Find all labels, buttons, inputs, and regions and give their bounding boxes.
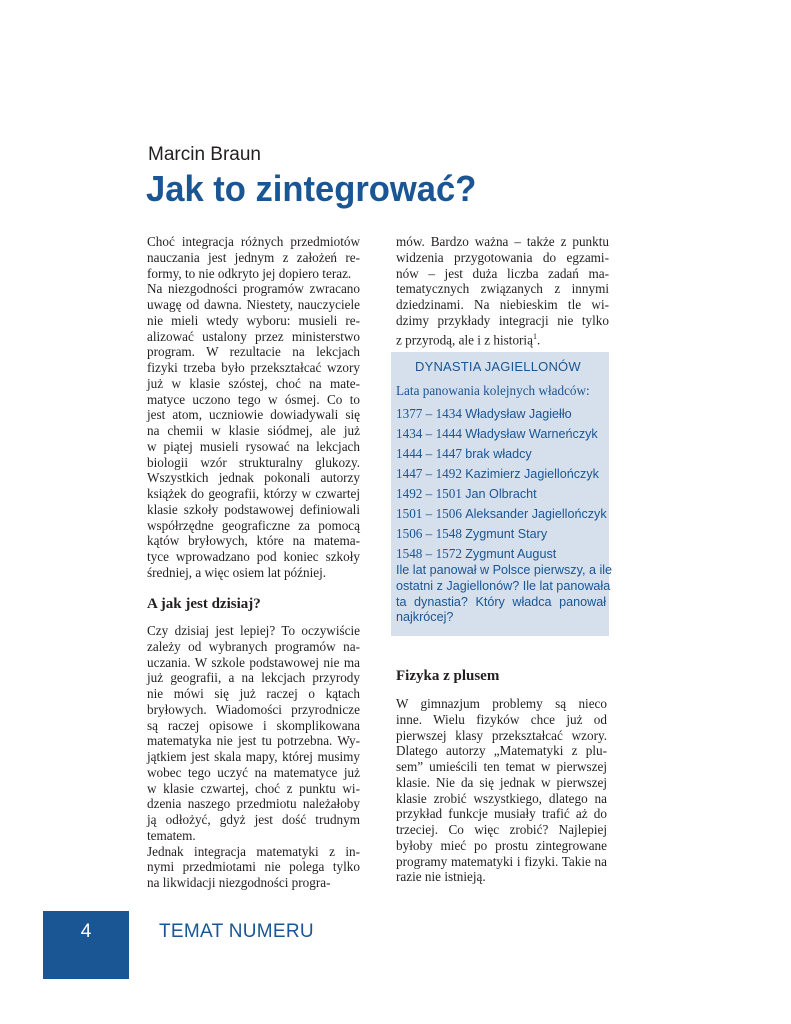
text-line: mów. Bardzo ważna – także z punktu	[396, 234, 609, 249]
text-line: książek do geografii, którzy w czwartej	[147, 486, 360, 501]
author-name: Marcin Braun	[148, 144, 261, 165]
text-line: byłoby mieć po prostu zintegrowane	[396, 837, 607, 853]
text-line: sem” umieścili ten temat w pierwszej	[396, 759, 607, 774]
text-line: matematyka nie jest tu potrzebna. Wy-	[147, 733, 360, 749]
reign-row	[396, 526, 547, 542]
text-line: dzimy przykłady integracji nie tylko	[396, 312, 609, 328]
reign-row	[396, 426, 598, 442]
reign-ruler: brak władcy	[465, 447, 532, 461]
section-heading-physics: Fizyka z plusem	[396, 668, 500, 684]
page-number: 4	[80, 921, 92, 942]
dynasty-box-title: DYNASTIA JAGIELLONÓW	[415, 359, 581, 374]
text-line: jest atom, uczniowie dowiadywali się	[147, 407, 360, 423]
text-line: nauczania jest jednym z założeń re-	[147, 249, 360, 265]
text-line: ją odłożyć, gdyż jest dość trudnym	[147, 812, 360, 827]
intro-paragraph	[147, 234, 360, 581]
question-line: najkrócej?	[396, 610, 454, 625]
text-line: zależy od wybranych programów na-	[147, 638, 360, 654]
reign-row	[396, 506, 607, 522]
reign-row	[396, 546, 556, 562]
reign-ruler: Zygmunt Stary	[465, 527, 548, 541]
question-line: ostatni z Jagiellonów? Ile lat panowała	[396, 578, 611, 593]
reign-row	[396, 446, 532, 462]
text-line: uczania. W szkole podstawowej nie ma	[147, 654, 360, 670]
text-line: są raczej opisowe i skomplikowana	[147, 717, 360, 733]
text-line: nie mieli wtedy wyboru: musieli re-	[147, 312, 360, 328]
text-line: dzenia naszego przedmiotu należałoby	[147, 796, 360, 812]
text-line: wobec tego uczyć na matematyce już	[147, 764, 360, 780]
text-line: program. W rezultacie na lekcjach	[147, 344, 360, 360]
text-line: tematycznych związanych z innymi	[396, 281, 609, 297]
reign-ruler: Władysław Jagiełło	[465, 407, 572, 421]
section1-paragraph	[147, 623, 360, 891]
reign-row	[396, 406, 572, 422]
dynasty-box-subtitle: Lata panowania kolejnych władców:	[396, 383, 590, 398]
footnote-mark: 1	[532, 331, 537, 341]
dynasty-box	[391, 352, 613, 636]
reign-years: 1492 – 1501	[396, 486, 466, 501]
page-number-block	[43, 911, 129, 979]
text-line: tyce wprowadzano pod koniec szkoły	[147, 549, 360, 564]
text-line: Czy dzisiaj jest lepiej? To oczywiście	[147, 623, 360, 638]
reign-years: 1501 – 1506	[396, 506, 466, 521]
text-line: W gimnazjum problemy są nieco	[396, 696, 607, 711]
text-line: tematem.	[147, 827, 196, 843]
question-line: ta dynastia? Który władca panował	[396, 594, 606, 609]
section-heading-today: A jak jest dzisiaj?	[147, 596, 261, 612]
text-line: w piątej musieli rysować na lekcjach	[147, 438, 360, 454]
reign-years: 1444 – 1447	[396, 446, 466, 461]
text-line: nów – jest duża liczba zadań ma-	[396, 265, 609, 281]
reign-ruler: Władysław Warneńczyk	[465, 427, 598, 441]
reign-ruler: Jan Olbracht	[465, 487, 537, 501]
section2-paragraph	[396, 696, 607, 885]
text-line: programy matematyki i fizyki. Takie na	[396, 853, 607, 869]
text-line: dziedzinami. Na niebieskim tle wi-	[396, 297, 609, 312]
text-line: widzenia przygotowania do egzami-	[396, 249, 609, 265]
text-line: Na niezgodności programów zwracano	[147, 281, 360, 297]
dynasty-question	[396, 563, 613, 626]
text-line: nie mówi się już raczej o kątach	[147, 686, 360, 701]
text-line: jątkiem jest skala mapy, której musimy	[147, 749, 360, 764]
text-line: nymi przedmiotami nie polega tylko	[147, 859, 360, 875]
reign-row	[396, 486, 537, 502]
text-line: inne. Wielu fizyków chce już od	[396, 711, 607, 727]
reign-years: 1447 – 1492	[396, 466, 466, 481]
text-line: w klasie czwartej, choć z punktu wi-	[147, 780, 360, 796]
text-line: średniej, a więc osiem lat później.	[147, 564, 327, 580]
reign-ruler: Aleksander Jagiellończyk	[465, 507, 607, 521]
text-line: fizyki trzeba było przekształcać wzory	[147, 360, 360, 375]
text-line: klasie. Nie da się jednak w pierwszej	[396, 774, 607, 790]
right-column-paragraph	[396, 234, 609, 348]
text-line: już w klasie szóstej, choć na mate-	[147, 375, 360, 391]
reign-years: 1506 – 1548	[396, 526, 466, 541]
text-line: Choć integracja różnych przedmiotów	[147, 234, 360, 249]
question-line: Ile lat panował w Polsce pierwszy, a ile	[396, 563, 613, 577]
text-line: biologii wzór strukturalny glukozy.	[147, 454, 360, 470]
text-line: współrzędne geograficzne za pomocą	[147, 517, 360, 533]
text-line: na likwidacji niezgodności progra-	[147, 875, 331, 890]
text-line: kątów bryłowych, które na matema-	[147, 533, 360, 549]
text-line: razie nie istnieją.	[396, 869, 486, 885]
reign-years: 1548 – 1572	[396, 546, 466, 561]
text-line: Wszystkich jednak pokonali autorzy	[147, 470, 360, 486]
reign-ruler: Zygmunt August	[465, 547, 557, 561]
reign-ruler: Kazimierz Jagiellończyk	[465, 467, 599, 481]
article-title: Jak to zintegrować?	[146, 168, 477, 209]
text-line: formy, to nie odkryto jej dopiero teraz.	[147, 265, 352, 281]
text-line: przykład funkcje musiały trafić aż do	[396, 806, 607, 822]
text-line: pierwszej klasy przekształcać wzory.	[396, 727, 607, 743]
reign-years: 1377 – 1434	[396, 406, 466, 421]
text-line: klasie szkoły podstawowej definiowali	[147, 501, 360, 517]
text-line: już geografii, a na lekcjach przyrody	[147, 670, 360, 686]
text-line: bryłowych. Wiadomości przyrodnicze	[147, 701, 360, 717]
text-line: klasie zrobić wszystkiego, dlatego na	[396, 790, 607, 806]
text-line: matyce uczono tego w ósmej. Co to	[147, 391, 360, 407]
text-line: z przyrodą, ale i z historią$^1$.	[396, 331, 541, 347]
text-line: Jednak integracja matematyki z in-	[147, 843, 360, 859]
section-label: TEMAT NUMERU	[159, 921, 314, 942]
text-line: Dlatego autorzy „Matematyki z plu-	[396, 743, 607, 759]
text-line: alizować ustalony przez ministerstwo	[147, 328, 360, 344]
text-line: uwagę od dawna. Niestety, nauczyciele	[147, 297, 360, 312]
text-line: na chemii w klasie siódmej, ale już	[147, 423, 360, 438]
reign-row	[396, 466, 599, 482]
reign-years: 1434 – 1444	[396, 426, 466, 441]
text-line: trzeciej. Co więc zrobić? Najlepiej	[396, 822, 607, 837]
